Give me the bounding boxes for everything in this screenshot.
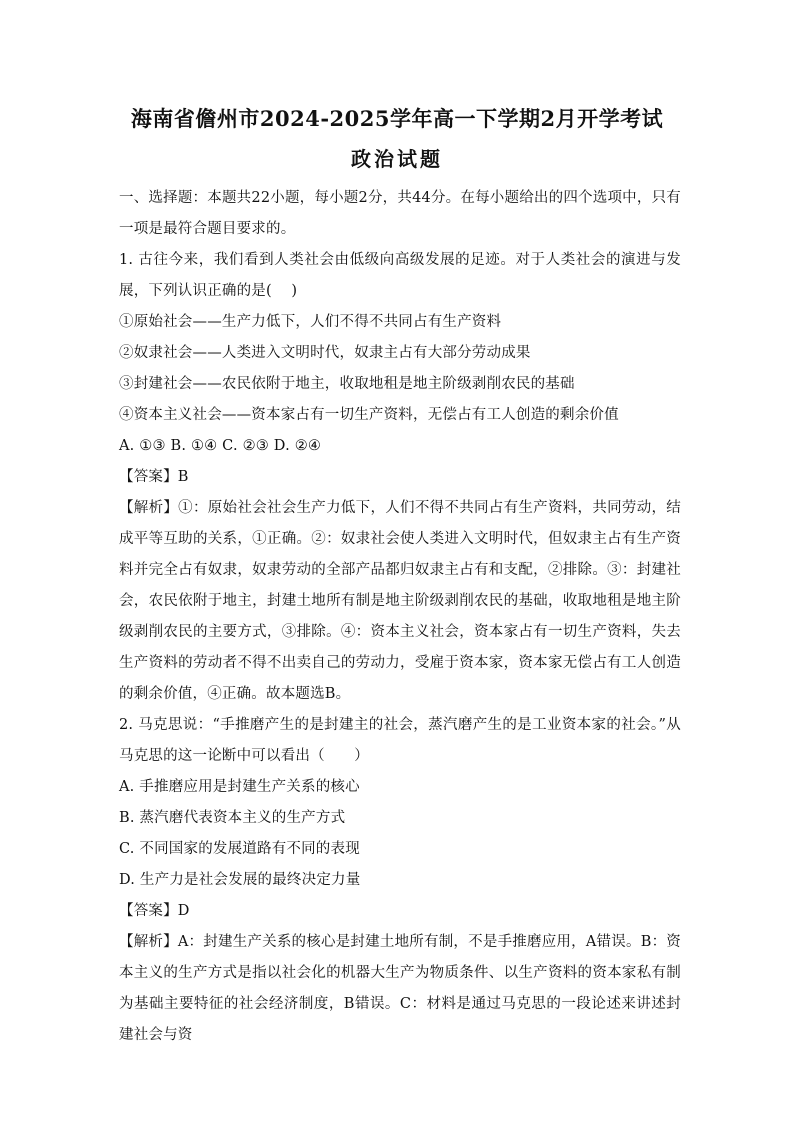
question-1-choices: A. ①③ B. ①④ C. ②③ D. ②④ — [119, 438, 322, 454]
question-2-analysis: 【解析】A：封建生产关系的核心是封建土地所有制，不是手推磨应用，A错误。B：资本主义的生产方式是指以社会化的机器大生产为物质条件、以生产资料的资本家私有制为基础主要特征的社会经济制度，B错误。C：材料是通过马克思的一段论述来讲述封建社会与资 — [119, 934, 681, 1043]
question-2-option-d: D. 生产力是社会发展的最终决定力量 — [119, 872, 361, 888]
question-2-answer: 【答案】D — [119, 903, 190, 919]
question-2-option-a: A. 手推磨应用是封建生产关系的核心 — [119, 779, 360, 795]
question-1-statement-3: ③封建社会——农民依附于地主，收取地租是地主阶级剥削农民的基础 — [119, 376, 575, 392]
question-1-analysis: 【解析】①：原始社会社会生产力低下，人们不得不共同占有生产资料，共同劳动，结成平等互助的关系，①正确。②：奴隶社会使人类进入文明时代，但奴隶主占有生产资料并完全占有奴隶，奴隶劳动的全部产品都归奴隶主占有和支配，②排除。③：封建社会，农民依附于地主，封建土地所有制是地主阶级剥削农民的基础，收取地租是地主阶级剥削农民的主要方式，③排除。④：资本主义社会，资本家占有一切生产资料，失去生产资料的劳动者不得不出卖自己的劳动力，受雇于资本家，资本家无偿占有工人创造的剩余价值，④正确。故本题选B。 — [119, 500, 681, 702]
question-2-option-c: C. 不同国家的发展道路有不同的表现 — [119, 841, 360, 857]
section-intro: 一、选择题：本题共22小题，每小题2分，共44分。在每小题给出的四个选项中，只有一项是最符合题目要求的。 — [119, 190, 681, 237]
exam-title: 海南省儋州市2024-2025学年高一下学期2月开学考试 — [130, 106, 664, 131]
exam-body — [119, 183, 681, 1051]
question-2-option-b: B. 蒸汽磨代表资本主义的生产方式 — [119, 810, 346, 826]
question-2-stem: 2. 马克思说：“手推磨产生的是封建主的社会，蒸汽磨产生的是工业资本家的社会。”从马克思的这一论断中可以看出（ ） — [119, 717, 681, 764]
question-1-stem: 1. 古往今来，我们看到人类社会由低级向高级发展的足迹。对于人类社会的演进与发展，下列认识正确的是( ) — [119, 252, 681, 299]
question-1-statement-2: ②奴隶社会——人类进入文明时代，奴隶主占有大部分劳动成果 — [119, 345, 531, 361]
question-1-answer: 【答案】B — [119, 469, 189, 485]
exam-subtitle: 政治试题 — [351, 147, 443, 171]
question-1-statement-4: ④资本主义社会——资本家占有一切生产资料，无偿占有工人创造的剩余价值 — [119, 407, 619, 423]
question-1-statement-1: ①原始社会——生产力低下，人们不得不共同占有生产资料 — [119, 314, 502, 330]
